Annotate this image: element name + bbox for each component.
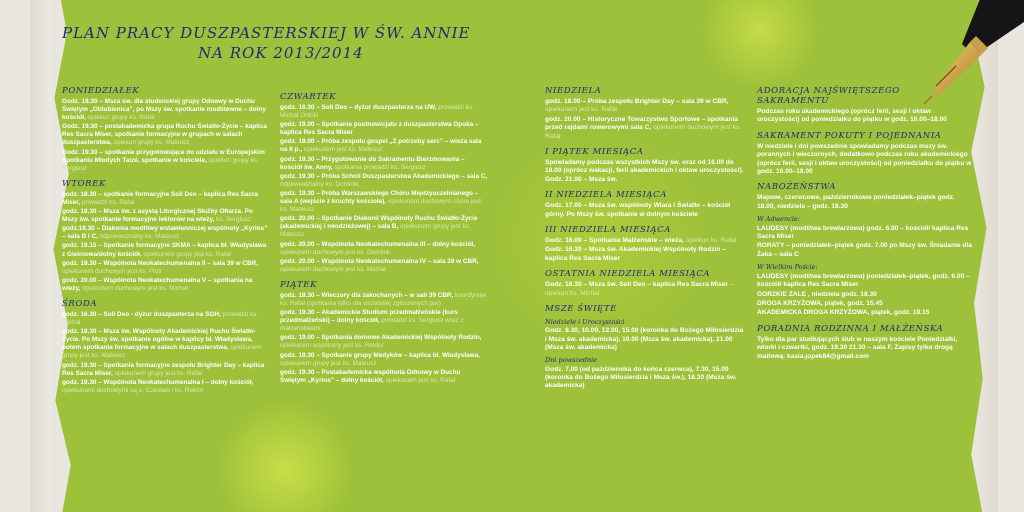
entry-note: opiekun grupy ks. Sergiusz — [62, 156, 259, 172]
subheading: W Adwencie: — [757, 215, 800, 224]
schedule-entry — [280, 369, 488, 385]
entry-text: DROGA KRZYŻOWA, piątek, godz. 15.45 — [757, 299, 883, 307]
schedule-entry — [62, 362, 270, 378]
schedule-entry — [280, 104, 488, 120]
entry-text: godz. 19.30 – Postakademicka wspólnota Odnowy w Duchu Świętym „Kyrios” – dolny kościół, — [280, 368, 461, 384]
entry-text: GORZKIE ŻALE , niedziela godz. 18.30 — [757, 290, 877, 298]
schedule-entry — [757, 242, 972, 259]
entry-note: odpowiedzialny ks. Mateusz — [97, 233, 180, 241]
schedule-entry — [757, 225, 972, 242]
entry-text: Godz. 16.30 – Msza św. Akademickiej Wspólnoty Rodzin – kaplica Res Sacra Miser — [545, 246, 726, 262]
schedule-entry — [280, 352, 488, 368]
schedule-entry — [545, 98, 745, 115]
column-adoration-services — [757, 86, 972, 362]
schedule-entry — [757, 291, 972, 299]
entry-text: godz. 19.30 – Spotkania formacyjne zespołu Brighter Day – kaplica Res Sacra Miser, — [62, 361, 265, 377]
schedule-entry — [545, 246, 745, 263]
entry-text: Majowe, czerwcowe, październikowe poniedziałek–piątek godz. 18.00, niedziela – godz. 18.30 — [757, 194, 955, 210]
entry-note: prowadzi ks. Michał — [62, 310, 259, 327]
entry-text: godz. 18.30 – spotkanie formacyjne Soli Deo – kaplica Res Sacra Miser, — [62, 190, 259, 206]
entry-text: AKADEMICKA DROGA KRZYŻOWA, piątek, godz. 19.15 — [757, 309, 930, 317]
entry-note: spotkania prowadzi ks. Sergiusz — [332, 163, 426, 171]
entry-note: opiekunem duchowym jest ks. Michał — [80, 284, 188, 292]
entry-note: ks. Sergiusz — [214, 216, 251, 224]
entry-note: opiekun ks. Rafał — [683, 237, 737, 245]
fountain-pen-icon — [912, 0, 1024, 110]
subheading: Dni powszednie — [545, 356, 598, 365]
entry-text: godz. 20.00 – Spotkanie Diakonii Wspólnoty Ruchu Światło-Życie (akademickiej i młodzieżowej) – sala B, — [280, 215, 478, 231]
section-heading: PIĄTEK — [280, 279, 318, 290]
schedule-entry — [545, 366, 745, 391]
entry-text: Godz. 16.30 – Msza św. Soli Deo – kaplica Res Sacra Miser — [545, 281, 728, 289]
schedule-entry — [62, 98, 270, 122]
section-heading: PONIEDZIAŁEK — [62, 86, 140, 96]
entry-text: Godz. 17.00 – Msza św. wspólnoty Wiara i Światło – kościół górny. Po Mszy św. spotkanie w dolnym kościele — [545, 202, 731, 218]
entry-note: opiekunem duchowym jest ks. Michał — [280, 265, 386, 273]
section-heading: MSZE ŚWIĘTE — [545, 304, 617, 315]
subheading: Niedziele i Uroczystości — [545, 318, 625, 327]
schedule-entry — [62, 379, 270, 395]
schedule-entry — [280, 292, 488, 308]
schedule-entry — [545, 116, 745, 141]
entry-note: – opiekun ks. Michał — [545, 281, 734, 297]
section-heading: OSTATNIA NIEDZIELA MIESIĄCA — [545, 269, 711, 280]
title-line-1: PLAN PRACY DUSZPASTERSKIEJ W ŚW. ANNIE — [62, 24, 471, 42]
schedule-entry — [280, 138, 488, 154]
entry-text: LAUDESY (modlitwa brewiarzowa) poniedziałek–piątek, godz. 6.00 – kościół/ kaplica Res Sacra Miser — [757, 272, 970, 289]
entry-text: godz. 18.30 – Wieczory dla zakochanych – w sali 39 CBR, — [280, 291, 454, 299]
schedule-entry — [280, 156, 488, 172]
entry-note: opiekunem grupy jest ks. Rafał — [112, 369, 202, 377]
schedule-entry — [62, 311, 270, 327]
schedule-entry — [280, 241, 488, 257]
column-sunday-masses — [545, 86, 745, 392]
entry-note: opiekunem wspólnoty jest ks. Rektor — [280, 342, 384, 350]
section-heading: NABOŻEŃSTWA — [757, 182, 837, 193]
column-monday-wednesday — [62, 86, 270, 396]
section-heading: ŚRODA — [62, 298, 98, 309]
torn-edge-left — [30, 0, 52, 512]
entry-note: opiekunem grupy jest ks. Mateusz — [280, 223, 471, 239]
entry-note: opiekunem grupy jest ks. Rafał — [141, 250, 231, 258]
schedule-entry — [545, 202, 745, 219]
entry-text: Godz. 16.00 – Spotkania Małżeńskie – wieża, — [545, 237, 684, 245]
entry-text: godz. 19.00 – Spotkania domowe Akademickiej Wspólnoty Rodzin, — [280, 334, 482, 342]
schedule-entry — [62, 208, 270, 224]
schedule-entry — [280, 190, 488, 214]
entry-text: Godz. 19.30 – postakademicka grupa Ruchu Światło-Życie – kaplica Res Sacra Miser, spotkanie formacyjne w grupach w salach duszpasterstwa, — [62, 123, 267, 147]
schedule-entry — [545, 237, 745, 245]
section-heading: ADORACJA NAJŚWIĘTSZEGO SAKRAMENTU — [757, 86, 900, 106]
entry-note: koordynuje ks. Rafał (spotkania tylko dla wcześniej zgłoszonych par) — [280, 291, 487, 307]
schedule-entry — [757, 300, 972, 308]
section-heading: CZWARTEK — [280, 92, 337, 102]
entry-text: Godz. 19.30 – spotkanie przygotowujące do udziału w Europejskim Spotkaniu Młodych Taizé, spotkanie w kościele, — [62, 148, 265, 164]
entry-text: godz. 19.30 – Wspólnota Neokatechumenalna II – sala 39 w CBR, — [62, 259, 259, 267]
schedule-entry — [757, 143, 972, 177]
schedule-entry — [545, 281, 745, 298]
entry-note: opiekunem duchowym jest ks. Dominik — [280, 248, 391, 256]
schedule-entry — [757, 194, 972, 211]
entry-note: opiekunami duchowymi są o. Czesław i ks. Rektor — [62, 386, 204, 394]
entry-note: prowadzi ks. Rafał — [80, 198, 135, 206]
entry-text: Tylko dla par studiujących ślub w naszym kościele Poniedziałki, wtorki i czwartki, godz. 19.30 21.30 – sala F. Zapisy tylko drogą mailową: kasia.jopek84@gmail.com — [757, 335, 958, 360]
entry-text: godz. 18.30 – Msza św. Wspólnoty Akademickiej Ruchu Światło-Życie. Po Mszy św. spotkanie ogólne w kaplicy bł. Władysława, potem spotkania formacyjne w salach duszpasterstwa, — [62, 328, 256, 352]
entry-text: Podczas roku akademickiego (oprócz ferii, sesji i oktaw uroczystości) od poniedziałku do piątku w godz. 16.00–18.00 — [757, 108, 947, 124]
entry-text: godz. 16.30 – Soli Deo – dyżur duszpasterza na UW, — [280, 104, 437, 111]
schedule-entry — [757, 336, 972, 361]
schedule-entry — [62, 191, 270, 207]
entry-text: RORATY – poniedziałek–piątek godz. 7.00 po Mszy św. Śniadanie dla Żaka – sala C — [757, 242, 972, 258]
entry-note: opiekunem grupy jest ks. Mateusz — [280, 359, 377, 367]
section-heading: SAKRAMENT POKUTY I POJEDNANIA — [757, 130, 942, 141]
entry-text: godz. 19.30 – Wspólnota Neokatechumenalna I – dolny kościół, — [62, 378, 254, 386]
schedule-entry — [757, 273, 972, 290]
entry-text: godz. 19.00 – Spotkanie postnowicjatu z duszpasterstwa Opoka – kaplica Res Sacra Miser — [280, 121, 479, 137]
schedule-entry — [280, 309, 488, 333]
entry-text: godz. 19.30 – Akademickie Studium przedmałżeńskie (kurs przedmałżeński) – dolny kościół, — [280, 309, 459, 325]
schedule-entry — [280, 173, 488, 189]
schedule-entry — [62, 123, 270, 147]
section-heading: WTOREK — [62, 178, 106, 189]
entry-note: odpowiedzialny ks. Dominik — [280, 180, 359, 188]
entry-text: godz.18.30 – Diakonia modlitwy wstawienniczej wspólnoty „Kyrios” – sala B i C, — [62, 225, 268, 241]
entry-note: opiekun grupy ks. Mateusz — [111, 139, 190, 147]
entry-text: godz. 18.30 – Msza św. z asystą Liturgicznej Służby Ołtarza. Po Mszy św. spotkanie formacyjne lektorów na wieży, — [62, 208, 253, 224]
entry-note: opiekun grupy ks. Rafał — [85, 114, 155, 122]
schedule-entry — [545, 159, 745, 184]
entry-text: Godz. 18.30 – Msza św. dla studenckiej grupy Odnowy w Duchu Świętym „Oblubienica”, po Mszy św. spotkanie modlitewne – dolny kościół, — [62, 98, 266, 122]
schedule-entry — [757, 309, 972, 317]
section-heading: NIEDZIELA — [545, 86, 602, 96]
column-thursday-friday — [280, 92, 488, 386]
schedule-entry — [280, 258, 488, 274]
entry-text: godz. 20.00 – Wspólnota Neokatechumenalna V – spotkania na wieży, — [62, 276, 253, 292]
schedule-entry — [62, 328, 270, 360]
schedule-entry — [545, 327, 745, 352]
entry-note: prowadzi ks. Michał Orlicki — [280, 104, 474, 120]
schedule-entry — [62, 149, 270, 173]
subheading: W Wielkim Poście: — [757, 263, 818, 272]
entry-text: W niedziele i dni powszednie spowiadamy podczas mszy św. porannych i wieczornych, dodatkowo podczas roku akademickiego (oprócz ferii, sesji i oktaw uroczystości) od poniedziałku do piątku w godz. 16.00–18.00 — [757, 142, 972, 176]
entry-text: godz. 20.00 – Historyczne Towarzystwo Sportowe – spotkania przed rajdami rowerowymi sala C, — [545, 115, 738, 132]
entry-text: godz. 19.00 – Próba zespołu gospel „Z potrzeby serc” – wieża sala na II p., — [280, 138, 482, 154]
entry-text: godz. 20.00 – Wspólnota Neokatechumenalna IV – sala 39 w CBR, — [280, 257, 479, 265]
entry-text: Godz. 7.00 (od października do końca czerwca), 7.30, 15.00 (koronka do Bożego Miłosierdzia i Msza św.), 18.30 (Msza św. akademicka) — [545, 365, 737, 390]
entry-note: opiekunem grupy jest ks. Mateusz — [62, 344, 262, 360]
entry-note: opiekunem jest ks. Rafał — [383, 376, 456, 384]
schedule-entry — [62, 260, 270, 276]
schedule-entry — [757, 108, 972, 125]
entry-note: opiekunem jest ks. Mateusz — [302, 146, 383, 154]
section-heading: III NIEDZIELA MIESIĄCA — [545, 225, 671, 236]
entry-text: godz. 19.30 – Próba Warszawskiego Chóru Międzyuczelnianego – sala A (wejście z kruchty kościoła), — [280, 189, 479, 206]
schedule-entry — [62, 225, 270, 241]
entry-note: opiekunem duchowym chóru jest ks. Mateusz — [280, 198, 481, 214]
entry-note: opiekunem duchowym jest ks. Rafał — [545, 124, 742, 140]
title-line-2: NA ROK 2013/2014 — [198, 44, 364, 62]
schedule-entry — [62, 277, 270, 293]
schedule-entry — [280, 334, 488, 350]
entry-text: godz. 16.30 – Soli Deo - dyżur duszpasterza na SGH, — [62, 310, 221, 318]
schedule-entry — [280, 215, 488, 239]
entry-text: LAUDESY (modlitwa brewiarzowa) godz. 6.00 – kościół/ kaplica Res Sacra Miser — [757, 224, 969, 241]
schedule-entry — [62, 242, 270, 258]
entry-text: godz. 20.00 – Wspólnota Neokatechumenalna III – dolny kościół, — [280, 240, 475, 248]
entry-note: opiekunem jest ks. Rafał — [545, 106, 617, 114]
entry-note: opiekunem duchowym jest ks. Piotr — [62, 267, 163, 275]
entry-note: prowadzi ks. Sergiusz wraz z małżeństwami — [280, 317, 464, 333]
section-heading: PORADNIA RODZINNA I MAŁŻEŃSKA — [757, 323, 944, 334]
section-heading: I PIĄTEK MIESIĄCA — [545, 147, 644, 158]
entry-text: Godz. 8.30, 10.00, 12.00, 15.00 (koronka do Bożego Miłosierdzia i Msza św. akademicka), 19.00 (Msza św. akademicka), 21.00 (Msza św. akademicka) — [545, 327, 744, 351]
entry-text: godz. 19.30 – Próba Scholi Duszpasterstwa Akademickiego – sala C, — [280, 172, 488, 180]
entry-text: godz. 19.15 – Spotkanie formacyjne SKMA – kaplica bł. Władysława z Gielniowa/dolny kościół, — [62, 242, 267, 258]
section-heading: II NIEDZIELA MIESIĄCA — [545, 190, 668, 201]
entry-text: Spowiadamy podczas wszystkich Mszy św. oraz od 16.00 do 18.00 (oprócz wakacji, ferii akademickich i oktaw uroczystości). Godz. 21.00 – Msza św. — [545, 159, 744, 183]
entry-text: godz. 19.30 – Spotkanie grupy Medyków – kaplica bł. Władysława, — [280, 351, 480, 359]
entry-text: godz. 18.00 – Próba zespołu Brighter Day – sala 39 w CBR, — [545, 98, 729, 105]
entry-text: godz. 19.30 – Przygotowanie do Sakramentu Bierzmowania – kościół św. Anny, — [280, 155, 465, 171]
schedule-entry — [280, 121, 488, 137]
